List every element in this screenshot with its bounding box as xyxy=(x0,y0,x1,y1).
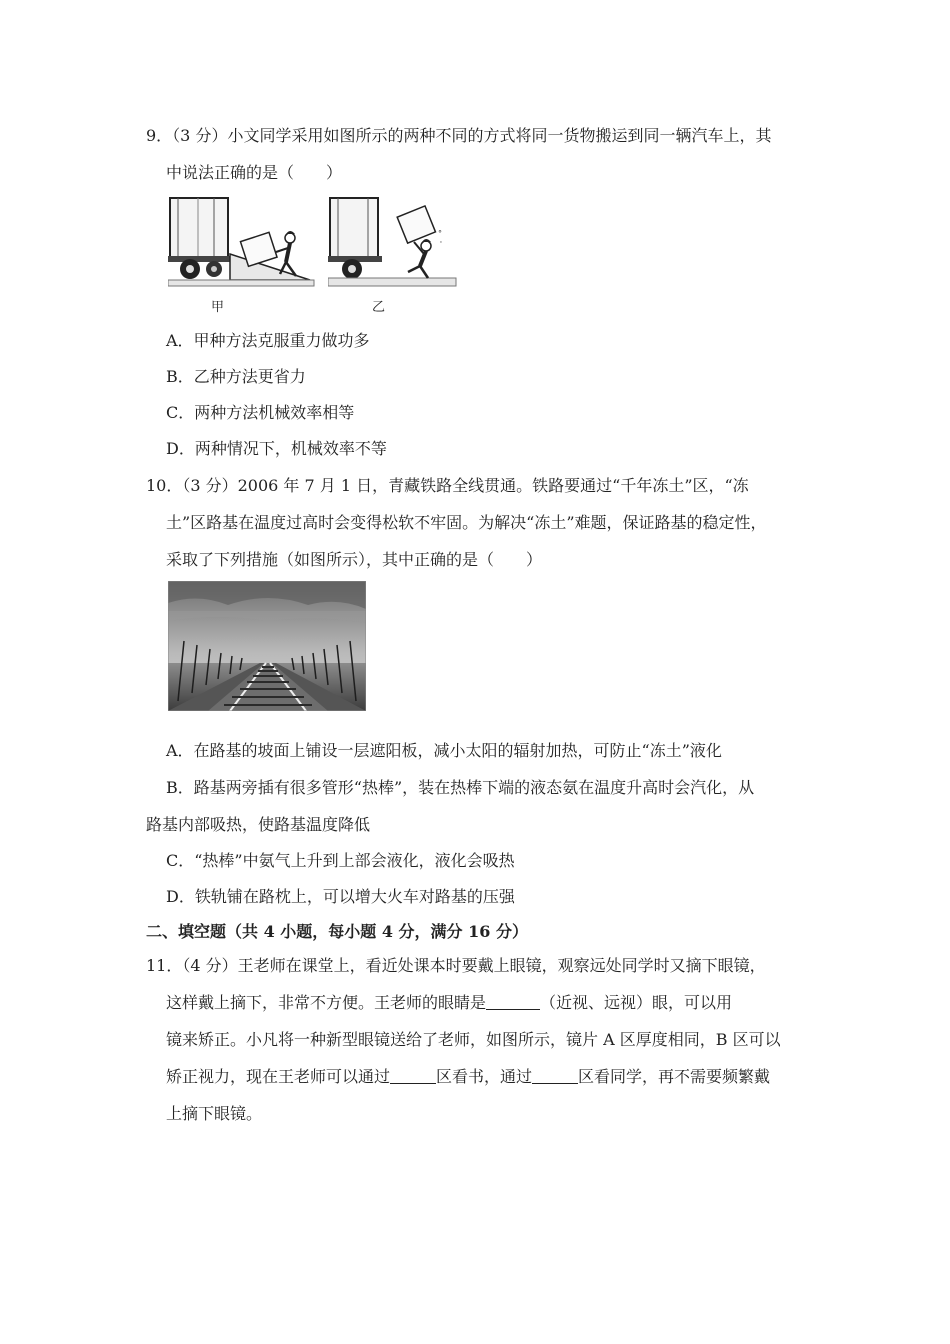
q9-option-c: C．两种方法机械效率相等 xyxy=(166,403,355,422)
q11-line1: 11．（4 分）王老师在课堂上，看近处课本时要戴上眼镜，观察远处同学时又摘下眼镜， xyxy=(146,956,766,975)
q9-figure-a-label: 甲 xyxy=(211,300,225,315)
q10-option-a: A．在路基的坡面上铺设一层遮阳板，减小太阳的辐射加热，可防止“冻土”液化 xyxy=(166,741,722,760)
q10-railway-photo xyxy=(168,581,366,711)
section2-heading: 二、填空题（共 4 小题，每小题 4 分，满分 16 分） xyxy=(146,922,528,941)
svg-text:': ' xyxy=(440,240,442,248)
q9-option-d: D．两种情况下，机械效率不等 xyxy=(166,439,387,458)
q11-line2-text-b: （近视、远视）眼，可以用 xyxy=(540,993,733,1012)
q10-stem-line3: 采取了下列措施（如图所示），其中正确的是（ ） xyxy=(166,550,543,569)
q10-stem-line1: 10．（3 分）2006 年 7 月 1 日，青藏铁路全线贯通。铁路要通过“千年冻土”区，“冻 xyxy=(146,476,749,495)
q10-option-b-line2: 路基内部吸热，使路基温度降低 xyxy=(146,815,371,834)
svg-text:°: ° xyxy=(438,229,442,238)
q11-line4-text-a: 矫正视力，现在王老师可以通过 xyxy=(166,1067,391,1086)
q11-line3: 镜来矫正。小凡将一种新型眼镜送给了老师，如图所示，镜片 A 区厚度相同，B 区可以 xyxy=(166,1030,781,1049)
q11-blank-1[interactable] xyxy=(486,993,540,1010)
q9-option-a: A．甲种方法克服重力做功多 xyxy=(166,331,370,350)
q9-option-b: B．乙种方法更省力 xyxy=(166,367,306,386)
q11-blank-3[interactable] xyxy=(532,1067,578,1084)
q9-figure-b-label: 乙 xyxy=(372,300,386,315)
q11-line4-text-c: 区看同学，再不需要频繁戴 xyxy=(578,1067,771,1086)
q9-stem-line1: 9．（3 分）小文同学采用如图所示的两种不同的方式将同一货物搬运到同一辆汽车上，其 xyxy=(146,126,772,145)
q11-line4-text-b: 区看书，通过 xyxy=(436,1067,533,1086)
q11-line4 xyxy=(166,1067,770,1087)
q11-line2-text-a: 这样戴上摘下，非常不方便。王老师的眼睛是 xyxy=(166,993,487,1012)
q10-stem-line2: 土”区路基在温度过高时会变得松软不牢固。为解决“冻土”难题，保证路基的稳定性， xyxy=(166,513,767,532)
q10-option-c: C．“热棒”中氨气上升到上部会液化，液化会吸热 xyxy=(166,851,515,870)
q10-option-d: D．铁轨铺在路枕上，可以增大火车对路基的压强 xyxy=(166,887,515,906)
q9-stem-line2: 中说法正确的是（ ） xyxy=(166,163,343,182)
q9-figure-a xyxy=(168,196,316,292)
q11-line5: 上摘下眼镜。 xyxy=(166,1104,263,1123)
q11-blank-2[interactable] xyxy=(390,1067,436,1084)
q11-line2 xyxy=(166,993,732,1013)
q10-option-b-line1: B．路基两旁插有很多管形“热棒”，装在热棒下端的液态氨在温度升高时会汽化，从 xyxy=(166,778,755,797)
q9-figure-b xyxy=(328,196,460,292)
